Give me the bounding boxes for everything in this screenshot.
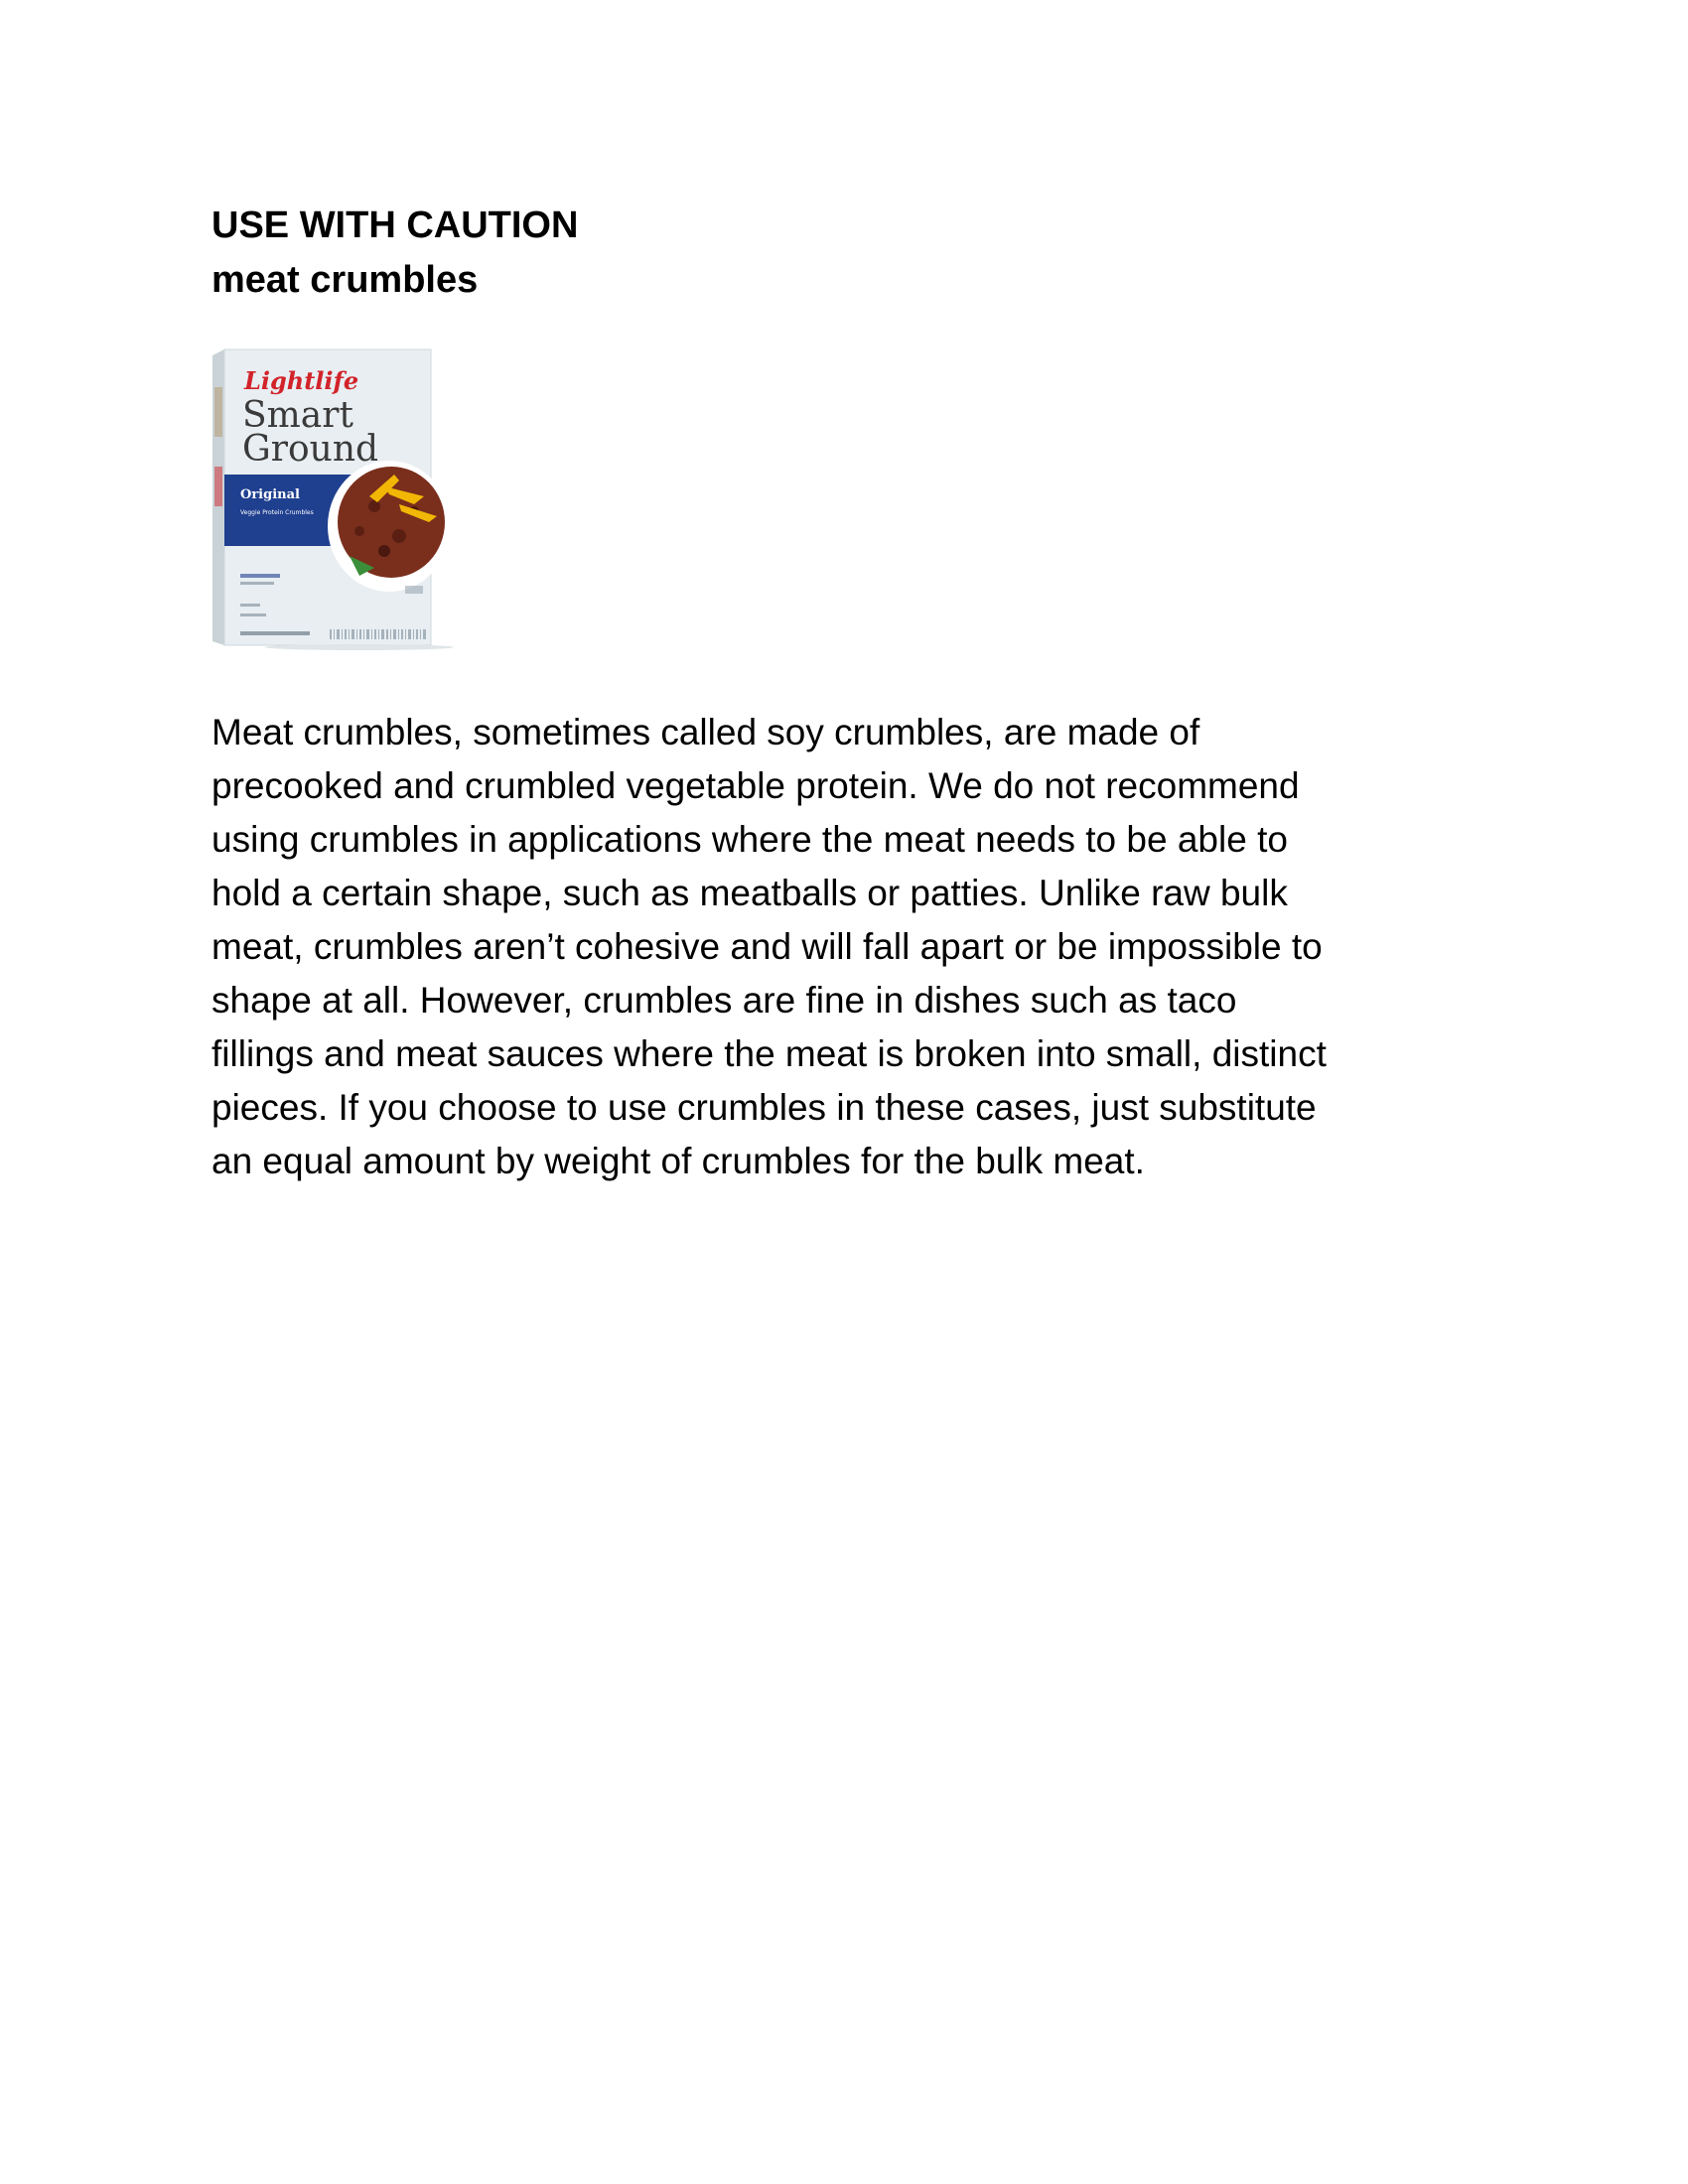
variant-sublabel: Veggie Protein Crumbles	[240, 509, 314, 516]
brand-logo-text: Lightlife	[244, 366, 359, 395]
product-package-image	[211, 347, 459, 651]
body-paragraph: Meat crumbles, sometimes called soy crumbles, are made of precooked and crumbled vegetable protein. We do not recommend using crumbles in applications where the meat needs to be able to hold a certain shape, such as meatballs or patties. Unlike raw bulk meat, crumbles aren’t cohesive and will fall apart or be impossible to shape at all. However, crumbles are fine in dishes such as taco fillings and meat sauces where the meat is broken into small, distinct pieces. If you choose to use crumbles in these cases, just substitute an equal amount by weight of crumbles for the bulk meat.	[211, 712, 1327, 1181]
section-title: meat crumbles	[211, 259, 479, 301]
product-name-line1: Smart	[242, 395, 353, 436]
product-name-line2: Ground	[242, 429, 379, 470]
heading-block	[211, 199, 1105, 308]
variant-label: Original	[240, 487, 300, 502]
caution-heading: USE WITH CAUTION	[211, 205, 579, 246]
